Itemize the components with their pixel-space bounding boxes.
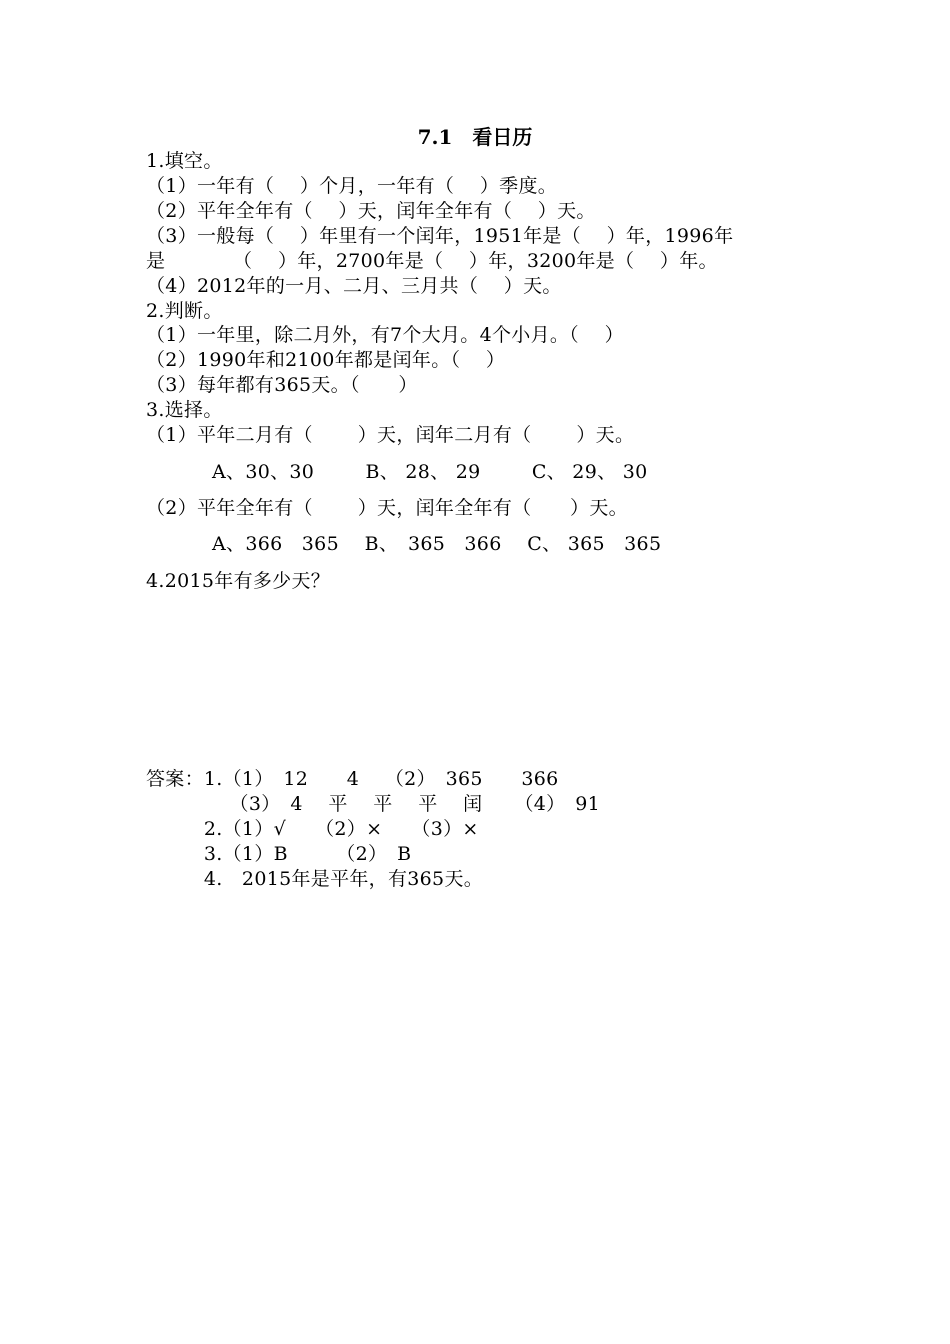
- answer-line-4: 3.（1）B （2） B: [146, 843, 412, 865]
- answer-line-2: （3） 4 平 平 平 闰 （4） 91: [146, 793, 601, 815]
- question-1-4: （4）2012年的一月、二月、三月共（ ）天。: [146, 275, 562, 297]
- question-1-2: （2）平年全年有（ ）天，闰年全年有（ ）天。: [146, 200, 596, 222]
- page-title: 7.1 看日历: [417, 125, 533, 149]
- question-1-1: （1）一年有（ ）个月，一年有（ ）季度。: [146, 175, 558, 197]
- section-1-heading: 1.填空。: [146, 150, 223, 172]
- question-2-1: （1）一年里，除二月外，有7个大月。4个小月。（ ）: [146, 324, 624, 346]
- question-3-1: （1）平年二月有（ ）天，闰年二月有（ ）天。: [146, 424, 635, 446]
- question-1-3-line-2: 是 （ ）年，2700年是（ ）年，3200年是（ ）年。: [146, 250, 718, 272]
- answer-line-1: 答案：1.（1） 12 4 （2） 365 366: [146, 768, 559, 790]
- section-4-heading: 4.2015年有多少天？: [146, 570, 331, 592]
- answer-line-3: 2.（1）√ （2）× （3）×: [146, 818, 479, 840]
- section-3-heading: 3.选择。: [146, 399, 223, 421]
- question-3-2: （2）平年全年有（ ）天，闰年全年有（ ）天。: [146, 497, 628, 519]
- section-2-heading: 2.判断。: [146, 300, 223, 322]
- question-2-2: （2）1990年和2100年都是闰年。（ ）: [146, 349, 506, 371]
- question-1-3-line-1: （3）一般每（ ）年里有一个闰年，1951年是（ ）年，1996年: [146, 225, 734, 247]
- question-3-1-options: A、30、30 B、 28、 29 C、 29、 30: [212, 461, 648, 483]
- answer-line-5: 4. 2015年是平年，有365天。: [146, 868, 484, 890]
- question-2-3: （3）每年都有365天。（ ）: [146, 374, 418, 396]
- question-3-2-options: A、366 365 B、 365 366 C、 365 365: [212, 533, 662, 555]
